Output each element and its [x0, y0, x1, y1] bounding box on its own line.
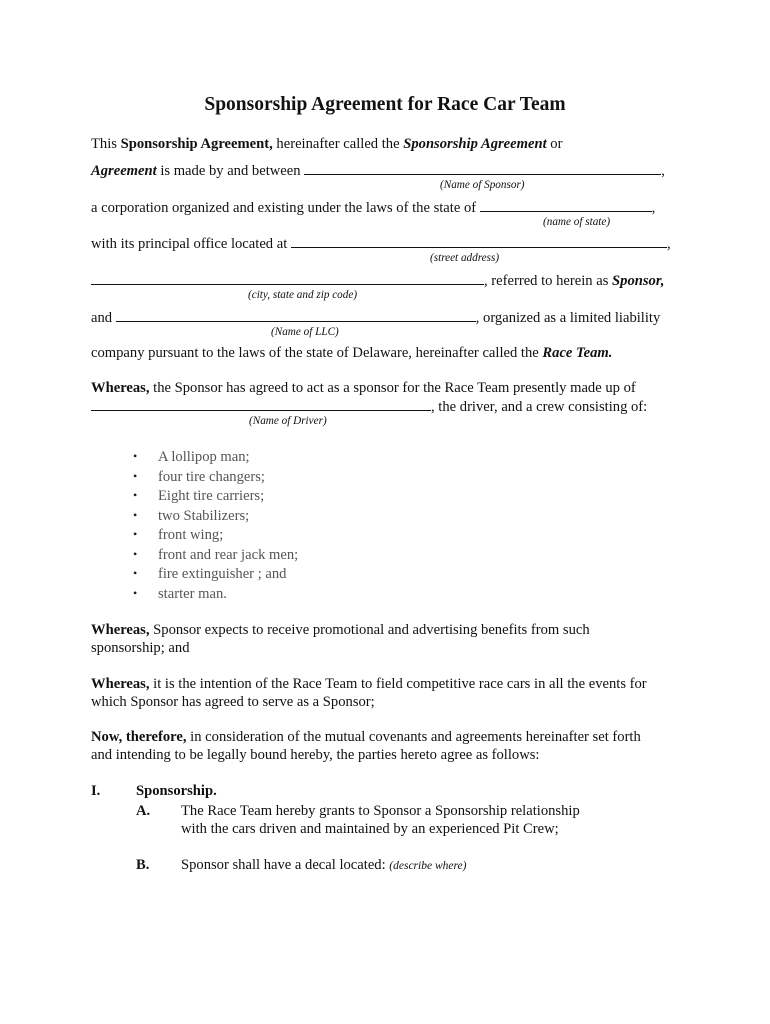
whereas-2-line-1: [91, 622, 590, 639]
section-heading: Sponsorship.: [136, 783, 217, 799]
bullet-icon: •: [133, 566, 138, 580]
subsection-a-line-2: with the cars driven and maintained by an experienced Pit Crew;: [181, 821, 559, 837]
city-state-zip-blank[interactable]: [91, 272, 484, 285]
bullet-icon: •: [133, 507, 138, 522]
text: Sponsor expects to receive promotional and advertising benefits from such: [149, 622, 590, 638]
bold-italic-term: Sponsor,: [612, 273, 665, 289]
sponsor-name-blank[interactable]: [304, 162, 661, 175]
text: , the driver, and a crew consisting of:: [431, 399, 648, 415]
text: it is the intention of the Race Team to field competitive race cars in all the events for: [149, 676, 647, 692]
street-address-caption: (street address): [430, 252, 500, 264]
text: is made by and between: [156, 163, 305, 179]
document-title: Sponsorship Agreement for Race Car Team: [204, 94, 566, 115]
bullet-icon: •: [133, 488, 138, 502]
whereas-3-line-2: which Sponsor has agreed to serve as a Sponsor;: [91, 694, 375, 710]
bullet-icon: •: [133, 527, 138, 541]
subsection-a-letter: A.: [136, 803, 151, 819]
now-therefore-line-2: and intending to be legally bound hereby, the parties hereto agree as follows:: [91, 747, 540, 763]
bullet-icon: •: [133, 468, 138, 483]
crew-item-text: A lollipop man;: [158, 449, 250, 465]
driver-name-blank[interactable]: [91, 398, 431, 411]
bold-italic-term: Sponsorship Agreement: [403, 136, 547, 152]
crew-item-text: front wing;: [158, 527, 224, 543]
crew-item-text: Eight tire carriers;: [158, 488, 265, 504]
intro-line-4: with its principal office located at ,: [91, 236, 671, 252]
whereas-1-line-1: [91, 380, 636, 397]
bullet-icon: •: [133, 585, 138, 600]
street-address-blank[interactable]: [291, 235, 667, 248]
state-blank[interactable]: [480, 199, 652, 212]
subsection-b-letter: B.: [136, 857, 150, 873]
whereas-label: Whereas,: [91, 676, 150, 692]
whereas-3-line-1: [91, 676, 647, 693]
text: a corporation organized and existing under the laws of the state of: [91, 200, 480, 216]
whereas-2-line-2: sponsorship; and: [91, 640, 190, 656]
now-therefore-line-1: [91, 729, 641, 746]
intro-line-3: a corporation organized and existing under the laws of the state of ,: [91, 200, 656, 216]
bold-italic-term: Race Team.: [542, 345, 613, 361]
crew-item-text: starter man.: [158, 585, 227, 602]
whereas-1-line-2: [91, 398, 647, 416]
intro-line-1: [91, 136, 562, 153]
llc-name-caption: (Name of LLC): [271, 326, 339, 338]
subsection-b-text: [181, 857, 466, 874]
crew-item-text: four tire changers;: [158, 468, 265, 485]
text: hereinafter called the: [272, 136, 404, 152]
text: , referred to herein as: [484, 273, 613, 289]
driver-name-caption: (Name of Driver): [249, 415, 327, 427]
bold-italic-term: Agreement: [91, 163, 157, 179]
describe-where-hint: (describe where): [389, 860, 467, 872]
intro-line-2: Agreement is made by and between ,: [91, 163, 665, 179]
subsection-a-line-1: The Race Team hereby grants to Sponsor a Sponsorship relationship: [181, 803, 580, 819]
text: and: [91, 310, 116, 326]
intro-line-7: [91, 345, 612, 362]
text: the Sponsor has agreed to act as a sponsor for the Race Team presently made up of: [149, 380, 636, 396]
text: in consideration of the mutual covenants and agreements hereinafter set forth: [186, 729, 641, 745]
bold-term: Sponsorship Agreement,: [120, 136, 273, 152]
whereas-label: Whereas,: [91, 380, 150, 396]
text: or: [546, 136, 563, 152]
state-caption: (name of state): [543, 216, 611, 228]
whereas-label: Whereas,: [91, 622, 150, 638]
text: Sponsor shall have a decal located:: [181, 857, 390, 873]
now-therefore-label: Now, therefore,: [91, 729, 187, 745]
text: company pursuant to the laws of the state of Delaware, hereinafter called the: [91, 345, 543, 361]
bullet-icon: •: [133, 449, 138, 463]
intro-line-5: [91, 272, 664, 290]
crew-item-text: two Stabilizers;: [158, 507, 250, 524]
llc-name-blank[interactable]: [116, 309, 476, 322]
city-state-zip-caption: (city, state and zip code): [248, 289, 358, 301]
intro-line-6: [91, 309, 660, 327]
crew-item-text: front and rear jack men;: [158, 546, 299, 563]
text: , organized as a limited liability: [475, 310, 661, 326]
sponsor-name-caption: (Name of Sponsor): [440, 179, 525, 191]
section-number: I.: [91, 783, 101, 799]
bullet-icon: •: [133, 546, 138, 561]
crew-item-text: fire extinguisher ; and: [158, 566, 287, 582]
text: with its principal office located at: [91, 236, 291, 252]
text: This: [91, 136, 121, 152]
